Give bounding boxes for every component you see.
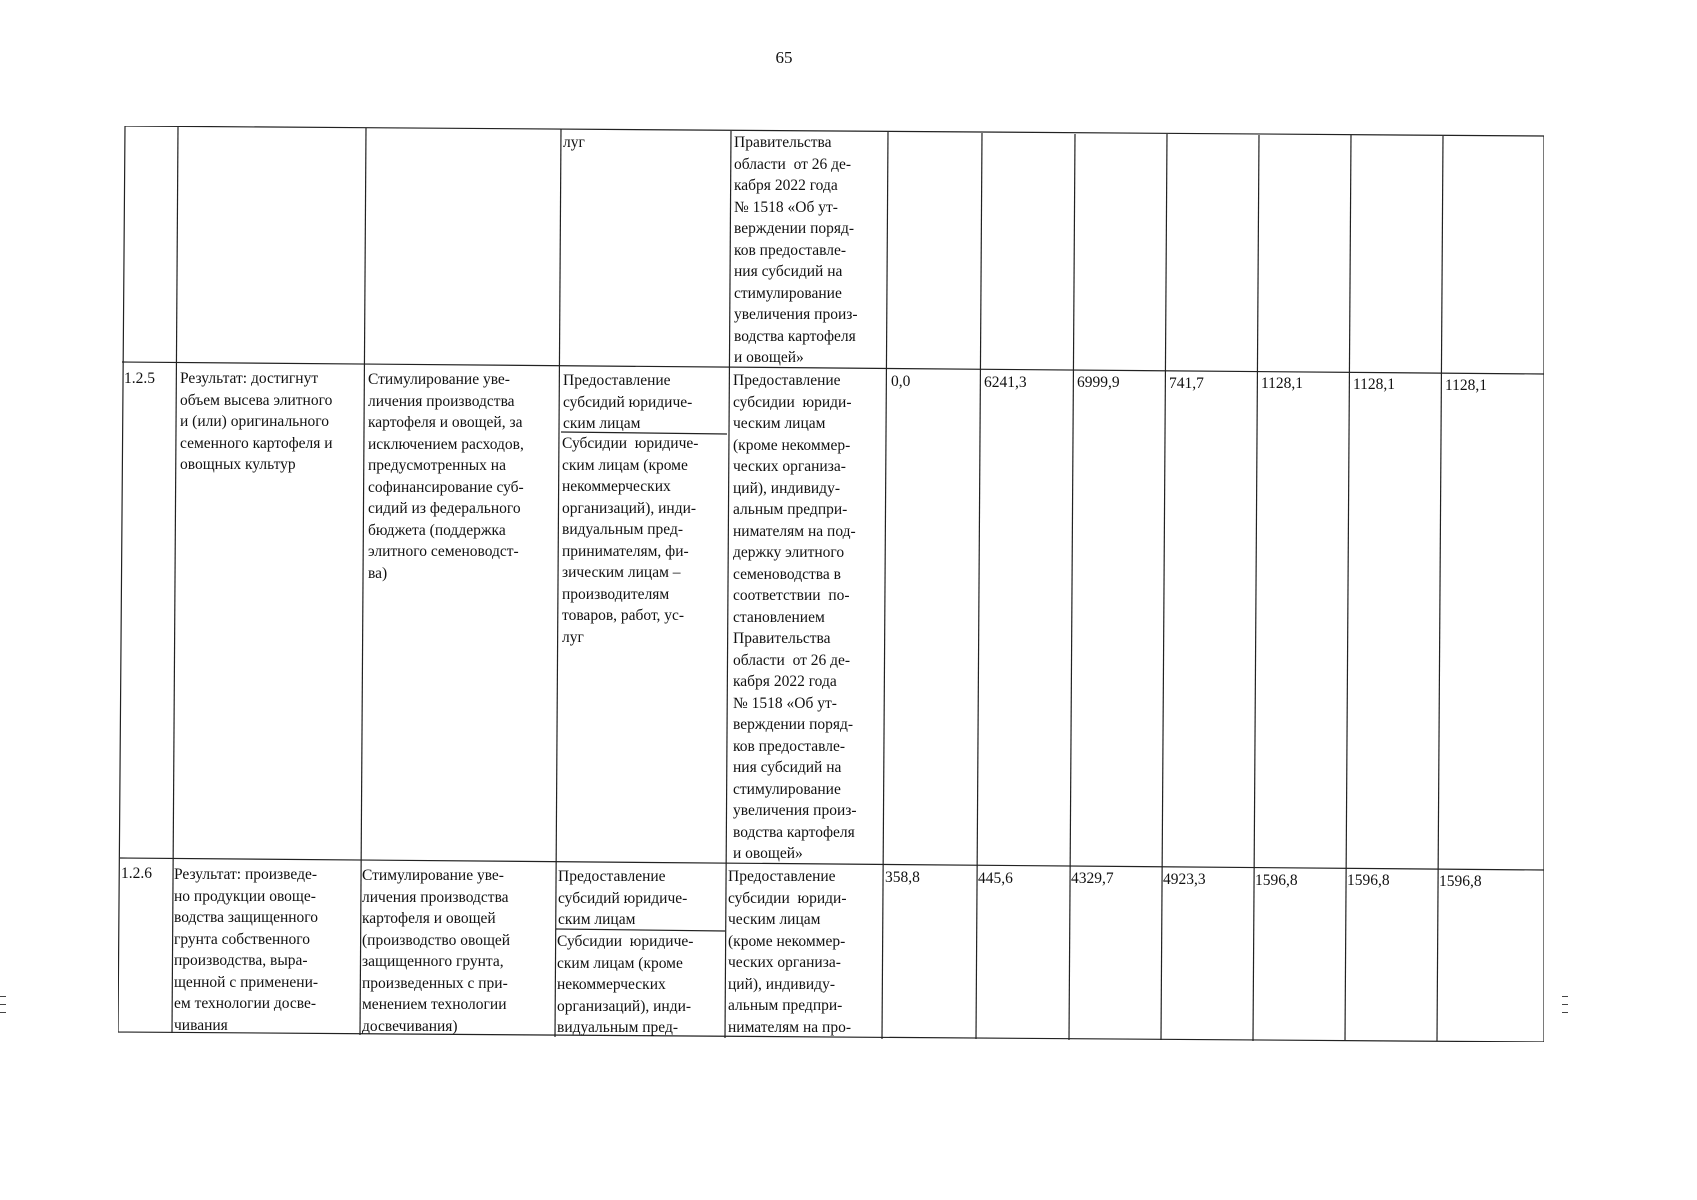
text-line: ческим лицам [728,911,821,928]
text-line: бюджета (поддержка [368,521,506,539]
text-line: верждении поряд- [734,220,855,237]
text-line: субсидии юриди- [728,889,847,907]
text-line: (кроме некоммер- [728,932,846,950]
column-separator [1345,135,1351,1041]
value-cell: 1128,1 [1261,375,1304,392]
text-line: Стимулирование уве- [368,371,510,388]
text-line: области от 26 де- [733,651,851,669]
text-line: производства, выра- [174,952,308,969]
text-line: щенной с применени- [174,973,319,991]
result-cell [180,368,333,476]
column-separator [1069,134,1075,1040]
text-line: некоммерческих [562,478,671,495]
text-line: (производство овощей [362,931,511,949]
text-line: кабря 2022 года [734,177,838,194]
text-line: производителям [562,585,670,603]
text-line: нимателям на про- [728,1018,851,1036]
scan-mark [1562,996,1568,997]
text-line: ций), индивиду- [728,975,835,993]
text-line: стимулирование [734,284,842,302]
text-line: организаций), инди- [557,997,692,1015]
text-line: исключением расходов, [368,435,524,453]
text-line: произведенных с при- [362,974,508,992]
text-line: ва) [368,564,388,582]
text-line: и овощей» [733,845,803,862]
text-line: Правительства [733,630,831,647]
text-line: видуальным пред- [562,521,684,538]
text-line: защищенного грунта, [362,953,504,970]
value-cell: 445,6 [978,870,1013,887]
text-line: кабря 2022 года [733,673,837,690]
value-cell: 358,8 [885,869,920,886]
value-cell: 4923,3 [1163,871,1206,888]
text-line: луг [562,628,584,646]
row-id-cell: 1.2.6 [121,865,152,882]
text-line: овощных культур [180,456,296,473]
text-line: луг [563,134,585,151]
value-cell: 1128,1 [1445,377,1488,394]
text-line: водства картофеля [733,823,855,841]
text-line: и овощей» [734,349,804,366]
text-line: ков предоставле- [734,241,847,259]
text-line: субсидий юридиче- [563,393,693,411]
text-line: личения производства [362,888,509,906]
text-line: и (или) оригинального [180,413,330,430]
measure-cell [368,369,524,584]
text-line: увеличения произ- [734,306,858,323]
text-line: предусмотренных на [368,457,506,474]
recipients-cell [557,931,693,1039]
text-line: ков предоставле- [733,737,846,755]
text-line: личения производства [368,392,515,410]
text-line: софинансирование суб- [368,478,524,496]
text-line: субсидии юриди- [733,393,852,411]
text-line: Результат: произведе- [174,866,318,883]
basis-cell [733,370,857,865]
value-cell: 1596,8 [1347,872,1390,889]
scan-mark [0,996,6,997]
text-line: грунта собственного [174,930,311,948]
column-separator [882,132,888,1039]
text-line: Стимулирование уве- [362,867,504,884]
text-line: (кроме некоммер- [733,436,851,454]
value-cell: 6999,9 [1077,374,1120,391]
column-separator [1161,134,1167,1040]
value-cell: 4329,7 [1071,870,1114,887]
support-type-cell [558,866,687,931]
text-line: семеноводства в [733,565,841,583]
text-line: Субсидии юридиче- [557,933,694,950]
text-line: альным предпри- [733,501,848,518]
text-line: сидий из федерального [368,500,521,517]
value-cell: 6241,3 [984,374,1027,391]
page-number: 65 [775,48,793,67]
text-line: № 1518 «Об ут- [733,694,837,712]
text-line: товаров, работ, ус- [562,607,685,624]
text-line: Предоставление [558,868,666,885]
text-line: увеличения произ- [733,802,857,819]
text-line: становлением [733,608,825,626]
text-line: Результат: достигнут [180,370,319,387]
text-line: чивания [174,1016,228,1034]
text-line: принимателям, фи- [562,542,689,560]
row-id-cell: 1.2.5 [124,370,155,387]
text-line: картофеля и овощей, за [368,414,523,431]
text-line: семенного картофеля и [180,434,333,452]
column-separator [1253,135,1259,1041]
text-line: верждении поряд- [733,716,854,733]
basis-cell [728,866,851,1038]
text-line: держку элитного [733,544,845,561]
top-recipients-cell [563,132,585,154]
text-line: ций), индивиду- [733,479,840,497]
text-line: досвечивания) [362,1017,458,1035]
text-line: Предоставление [733,372,841,389]
text-line: но продукции овоще- [174,887,316,905]
text-line: Предоставление [728,868,836,885]
text-line: ния субсидий на [733,759,842,776]
value-cell: 1596,8 [1255,872,1298,889]
recipients-cell [562,433,698,648]
column-separator [1437,136,1443,1041]
text-line: ческих организа- [728,954,841,971]
scan-mark [0,1004,6,1005]
text-line: ским лицам (кроме [557,954,683,972]
text-line: водства картофеля [734,327,856,345]
result-cell [174,864,318,1036]
text-line: стимулирование [733,780,841,798]
scan-mark [0,1012,6,1013]
value-cell: 741,7 [1169,375,1204,392]
text-line: элитного семеноводст- [368,543,519,560]
text-line: ским лицам (кроме [562,456,688,474]
column-separator [976,133,982,1039]
text-line: области от 26 де- [734,155,852,173]
text-line: ским лицам [558,911,636,928]
top-basis-cell [734,132,858,369]
value-cell: 1596,8 [1439,873,1482,890]
text-line: некоммерческих [557,976,666,993]
text-line: ния субсидий на [734,263,843,280]
text-line: ем технологии досве- [174,995,317,1012]
text-line: Предоставление [563,372,671,389]
value-cell: 1128,1 [1353,376,1396,393]
text-line: организаций), инди- [562,499,697,517]
text-line: ческих организа- [733,458,846,475]
scan-mark [1562,1004,1568,1005]
text-line: Правительства [734,134,832,151]
scan-mark [1562,1012,1568,1013]
text-line: нимателям на под- [733,522,856,540]
text-line: ческим лицам [733,415,826,432]
text-line: Субсидии юридиче- [562,435,699,452]
text-line: менением технологии [362,996,507,1013]
text-line: № 1518 «Об ут- [734,198,838,216]
subsidy-table [118,126,1544,1042]
value-cell: 0,0 [891,373,911,390]
text-line: субсидий юридиче- [558,889,688,907]
support-type-cell [563,370,692,435]
text-line: соответствии по- [733,587,850,604]
text-line: водства защищенного [174,909,319,926]
text-line: альным предпри- [728,997,843,1014]
measure-cell [362,865,510,1037]
text-line: видуальным пред- [557,1019,679,1036]
text-line: объем высева элитного [180,391,333,409]
text-line: ским лицам [563,415,641,432]
text-line: картофеля и овощей [362,910,496,927]
text-line: зическим лицам – [562,564,681,581]
